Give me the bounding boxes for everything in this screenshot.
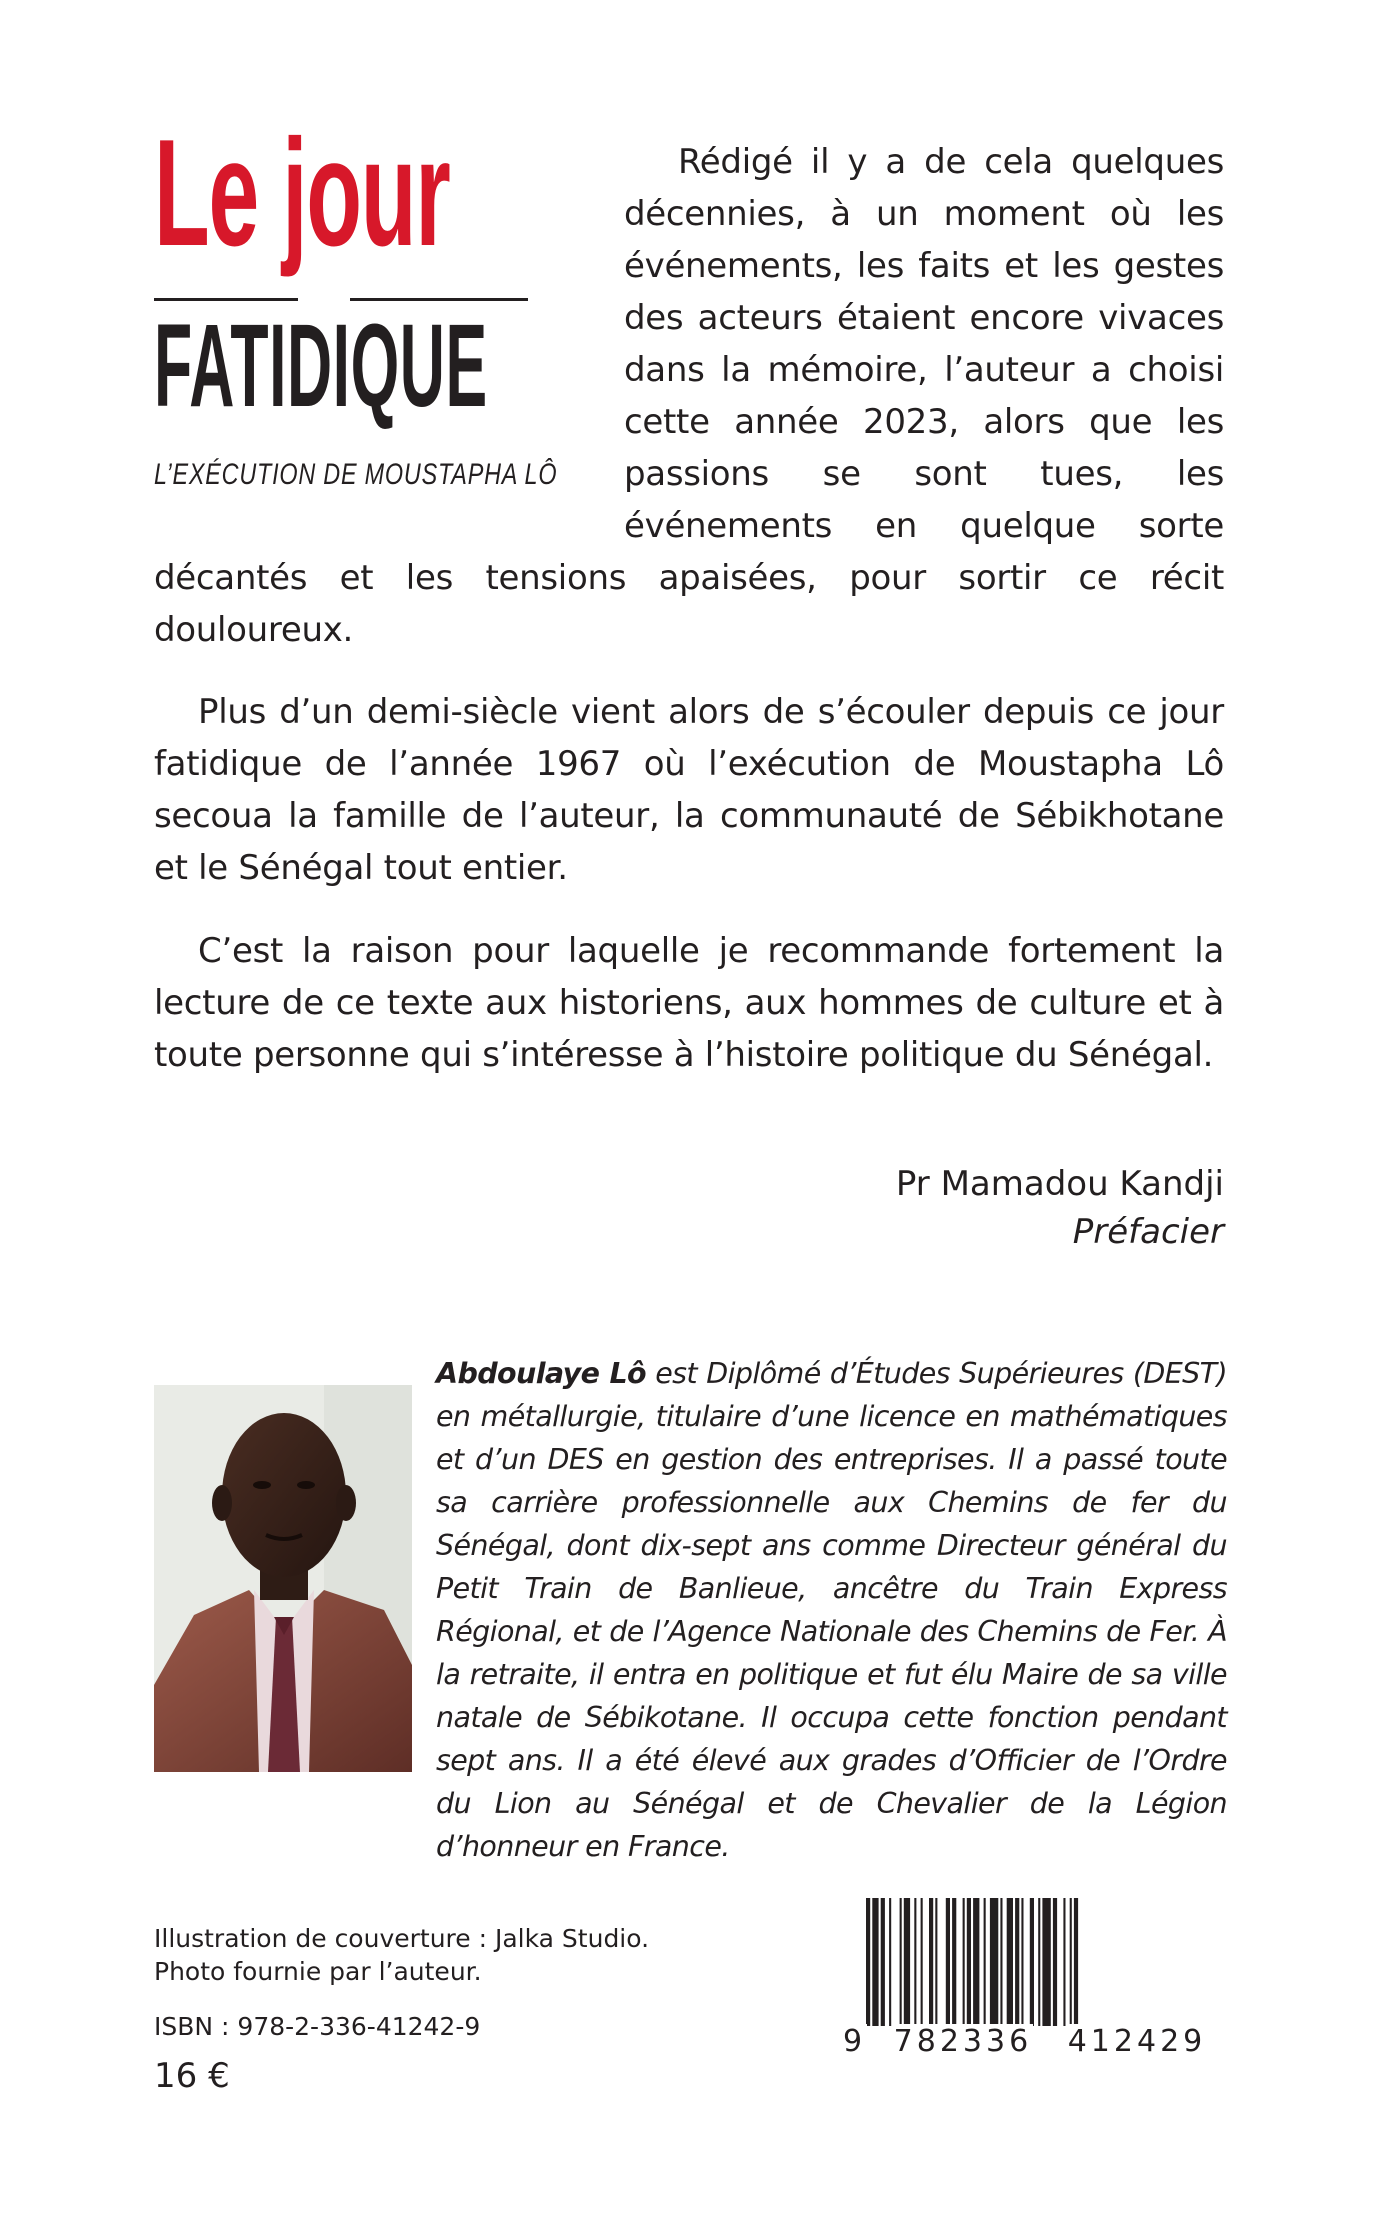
title-line-2: FATIDIQUE: [154, 300, 488, 432]
barcode: [842, 1898, 1222, 2078]
barcode-bar: [1074, 1898, 1078, 2026]
barcode-bar: [904, 1898, 910, 2026]
author-name: Abdoulaye Lô: [436, 1357, 646, 1390]
barcode-bar: [1000, 1898, 1002, 2026]
barcode-bar: [973, 1898, 979, 2026]
barcode-bar: [914, 1898, 916, 2026]
barcode-bar: [1063, 1898, 1065, 2026]
barcode-icon: [842, 1898, 1222, 2028]
barcode-left-group: 782336: [893, 2024, 1033, 2059]
barcode-bar: [952, 1898, 956, 2026]
barcode-bar: [963, 1898, 965, 2026]
barcode-bar: [1038, 1898, 1040, 2026]
subtitle: L’EXÉCUTION DE MOUSTAPHA LÔ: [154, 458, 558, 491]
illustration-credit: Illustration de couverture : Jalka Studio.: [154, 1924, 650, 1953]
preface-signature: [896, 1160, 1224, 1256]
barcode-bar: [1021, 1898, 1023, 2026]
credits: [154, 1922, 649, 1988]
isbn: ISBN : 978-2-336-41242-9: [154, 2012, 481, 2041]
photo-credit: Photo fournie par l’auteur.: [154, 1957, 482, 1986]
barcode-bar: [866, 1898, 870, 2026]
title-wrap-spacer: [154, 136, 624, 544]
barcode-bar: [889, 1898, 891, 2026]
barcode-first-digit: 9: [843, 2024, 867, 2059]
blurb-paragraph-1-text: Rédigé il y a de cela quelques décennies, à un moment où les événements, les faits et les gestes des acteurs étaient encore vivaces dans la mémoire, l’auteur a choisi cette année 2023, alors que les passions se sont tues, les événements en quelque sorte décantés et les tensions apaisées, pour sortir ce récit douloureux.: [154, 142, 1224, 650]
title-line-1: Le jour: [154, 108, 450, 278]
author-photo: [154, 1385, 412, 1772]
blurb-paragraph-1: [154, 136, 1224, 656]
barcode-bar: [946, 1898, 950, 2026]
author-portrait-icon: [154, 1385, 412, 1772]
barcode-digits: [842, 2024, 1222, 2059]
barcode-bar: [1007, 1898, 1013, 2026]
barcode-bar: [1053, 1898, 1057, 2026]
barcode-bar: [984, 1898, 986, 2026]
barcode-bar: [881, 1898, 885, 2026]
price: 16 €: [154, 2056, 230, 2096]
barcode-bar: [900, 1898, 902, 2026]
blurb-paragraph-3: C’est la raison pour laquelle je recommande fortement la lecture de ce texte aux historiens, aux hommes de culture et à toute personne qui s’intéresse à l’histoire politique du Sénégal.: [154, 931, 1224, 1075]
signature-name: Pr Mamadou Kandji: [895, 1164, 1224, 1204]
barcode-bar: [1015, 1898, 1019, 2026]
author-bio-text: est Diplômé d’Études Supérieures (DEST) en métallurgie, titulaire d’une licence en mathématiques et d’un DES en gestion des entreprises. Il a passé toute sa carrière professionnelle aux Chemins de fer du Sénégal, dont dix-sept ans comme Directeur général du Petit Train de Banlieue, ancêtre du Train Express Régional, et de l’Agence Nationale des Chemins de Fer. À la retraite, il entra en politique et fut élu Maire de sa ville natale de Sébikotane. Il occupa cette fonction pendant sept ans. Il a été élevé aux grades d’Officier de l’Ordre du Lion au Sénégal et de Chevalier de la Légion d’honneur en France.: [436, 1357, 1227, 1863]
barcode-bar: [1042, 1898, 1050, 2026]
barcode-bar: [990, 1898, 998, 2026]
author-bio: [436, 1352, 1227, 1868]
barcode-bar: [1070, 1898, 1072, 2026]
barcode-bar: [929, 1898, 933, 2026]
signature-role: Préfacier: [1072, 1212, 1224, 1252]
barcode-bar: [935, 1898, 937, 2026]
barcode-right-group: 412429: [1067, 2024, 1207, 2059]
barcode-bar: [921, 1898, 923, 2026]
barcode-bar: [967, 1898, 971, 2026]
barcode-bar: [872, 1898, 878, 2026]
barcode-bar: [1030, 1898, 1034, 2026]
blurb-paragraph-2: Plus d’un demi-siècle vient alors de s’écouler depuis ce jour fatidique de l’année 1967 où l’exécution de Moustapha Lô secoua la famille de l’auteur, la communauté de Sébikhotane et le Sénégal tout entier.: [154, 692, 1224, 888]
